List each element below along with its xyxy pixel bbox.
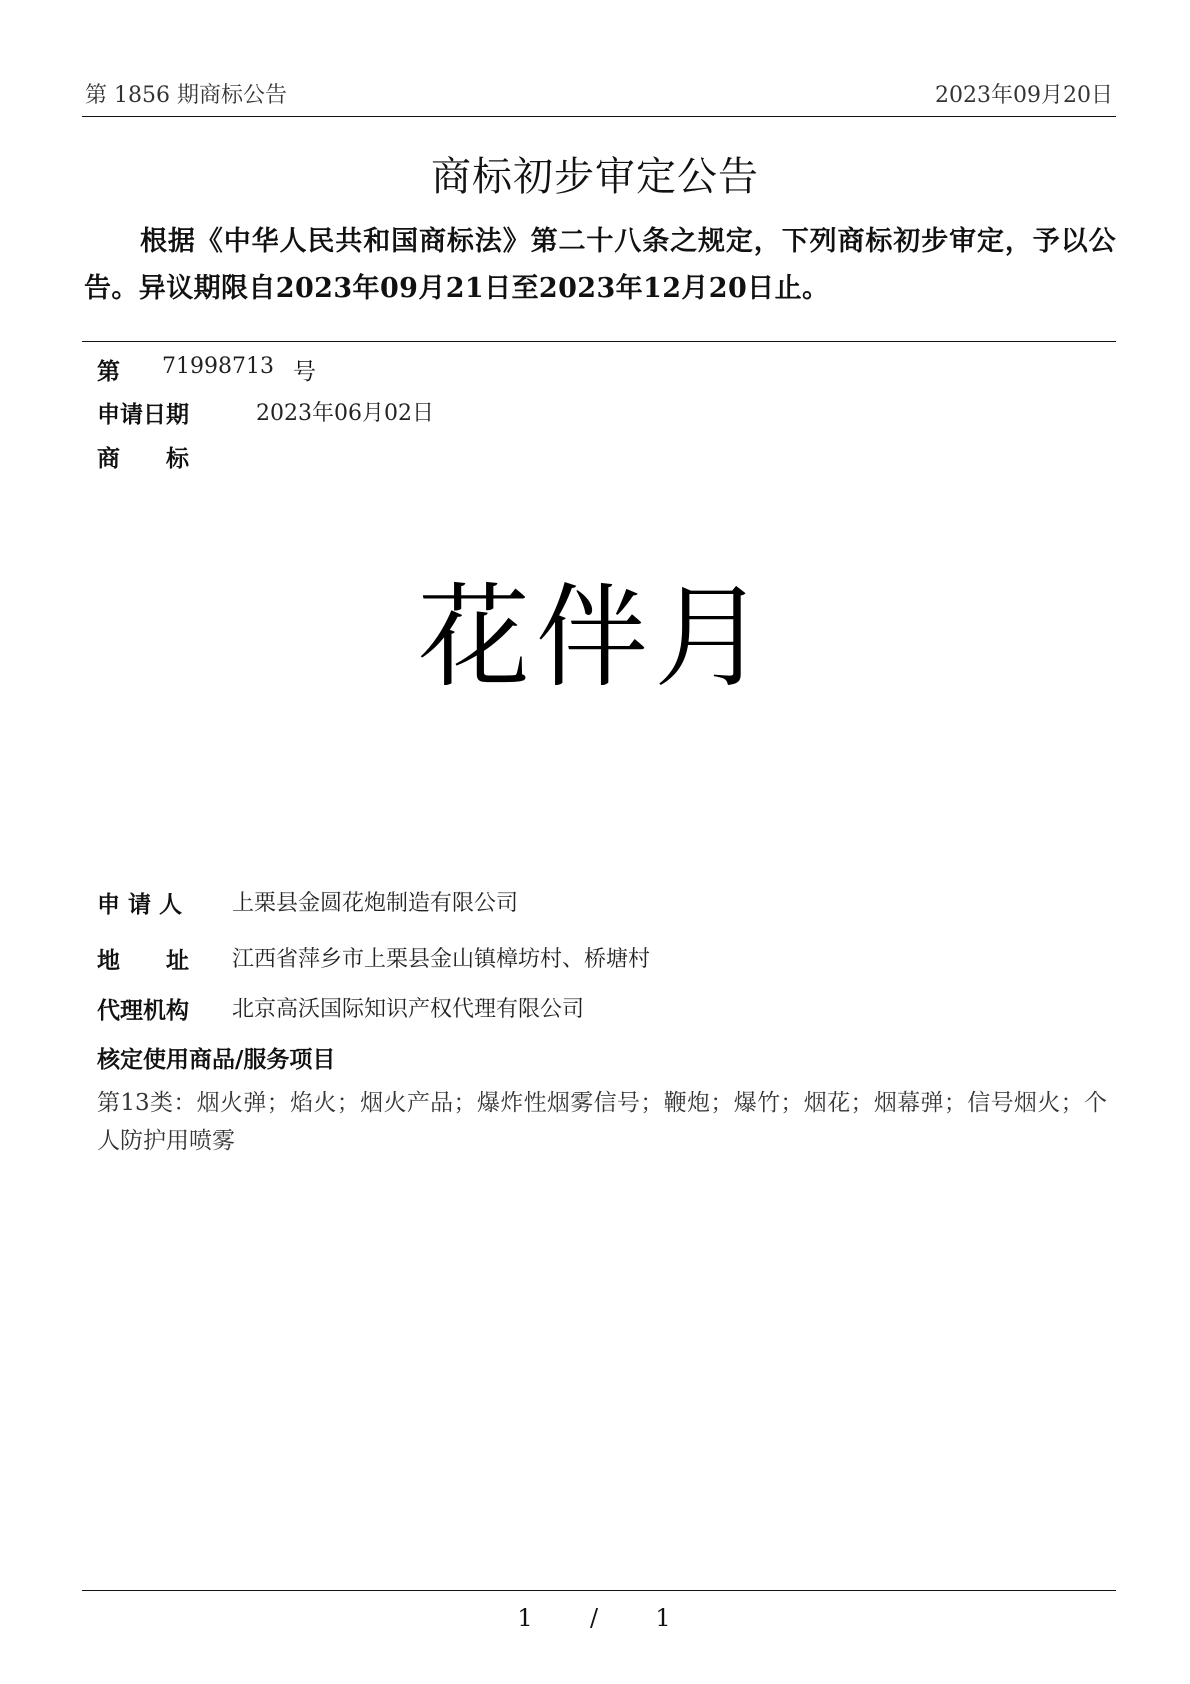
trademark-label: 商 标 <box>97 445 189 472</box>
registration-number: 71998713 <box>162 354 274 379</box>
application-date-label: 申请日期 <box>97 401 189 428</box>
goods-services-list: 第13类：烟火弹；焰火；烟火产品；爆炸性烟雾信号；鞭炮；爆竹；烟花；烟幕弹；信号烟火；个人防护用喷雾 <box>97 1090 1107 1154</box>
page-title: 商标初步审定公告 <box>431 154 759 200</box>
footer-divider <box>82 1590 1116 1591</box>
applicant-name: 上栗县金圆花炮制造有限公司 <box>232 891 519 916</box>
application-date: 2023年06月02日 <box>256 401 434 426</box>
page-number <box>0 1604 1190 1632</box>
section-divider <box>82 341 1116 342</box>
issue-date: 2023年09月20日 <box>935 83 1113 108</box>
applicant-label: 申 请 人 <box>97 891 183 918</box>
page-separator: / <box>589 1604 601 1632</box>
goods-services-label: 核定使用商品/服务项目 <box>97 1046 336 1073</box>
header-divider <box>82 116 1116 117</box>
issue-number: 第 1856 期商标公告 <box>85 83 287 108</box>
applicant-address: 江西省萍乡市上栗县金山镇樟坊村、桥塘村 <box>232 947 651 972</box>
number-prefix-label: 第 <box>97 358 120 385</box>
agent-name: 北京高沃国际知识产权代理有限公司 <box>232 997 585 1022</box>
agent-label: 代理机构 <box>97 997 189 1024</box>
trademark-image: 花伴月 <box>418 573 772 703</box>
address-label: 地 址 <box>97 947 189 974</box>
intro-paragraph: 根据《中华人民共和国商标法》第二十八条之规定，下列商标初步审定，予以公告。异议期限自2023年09月21日至2023年12月20日止。 <box>84 226 1116 304</box>
page-total: 1 <box>655 1604 673 1632</box>
number-suffix-label: 号 <box>293 359 316 385</box>
page-current: 1 <box>517 1604 535 1632</box>
